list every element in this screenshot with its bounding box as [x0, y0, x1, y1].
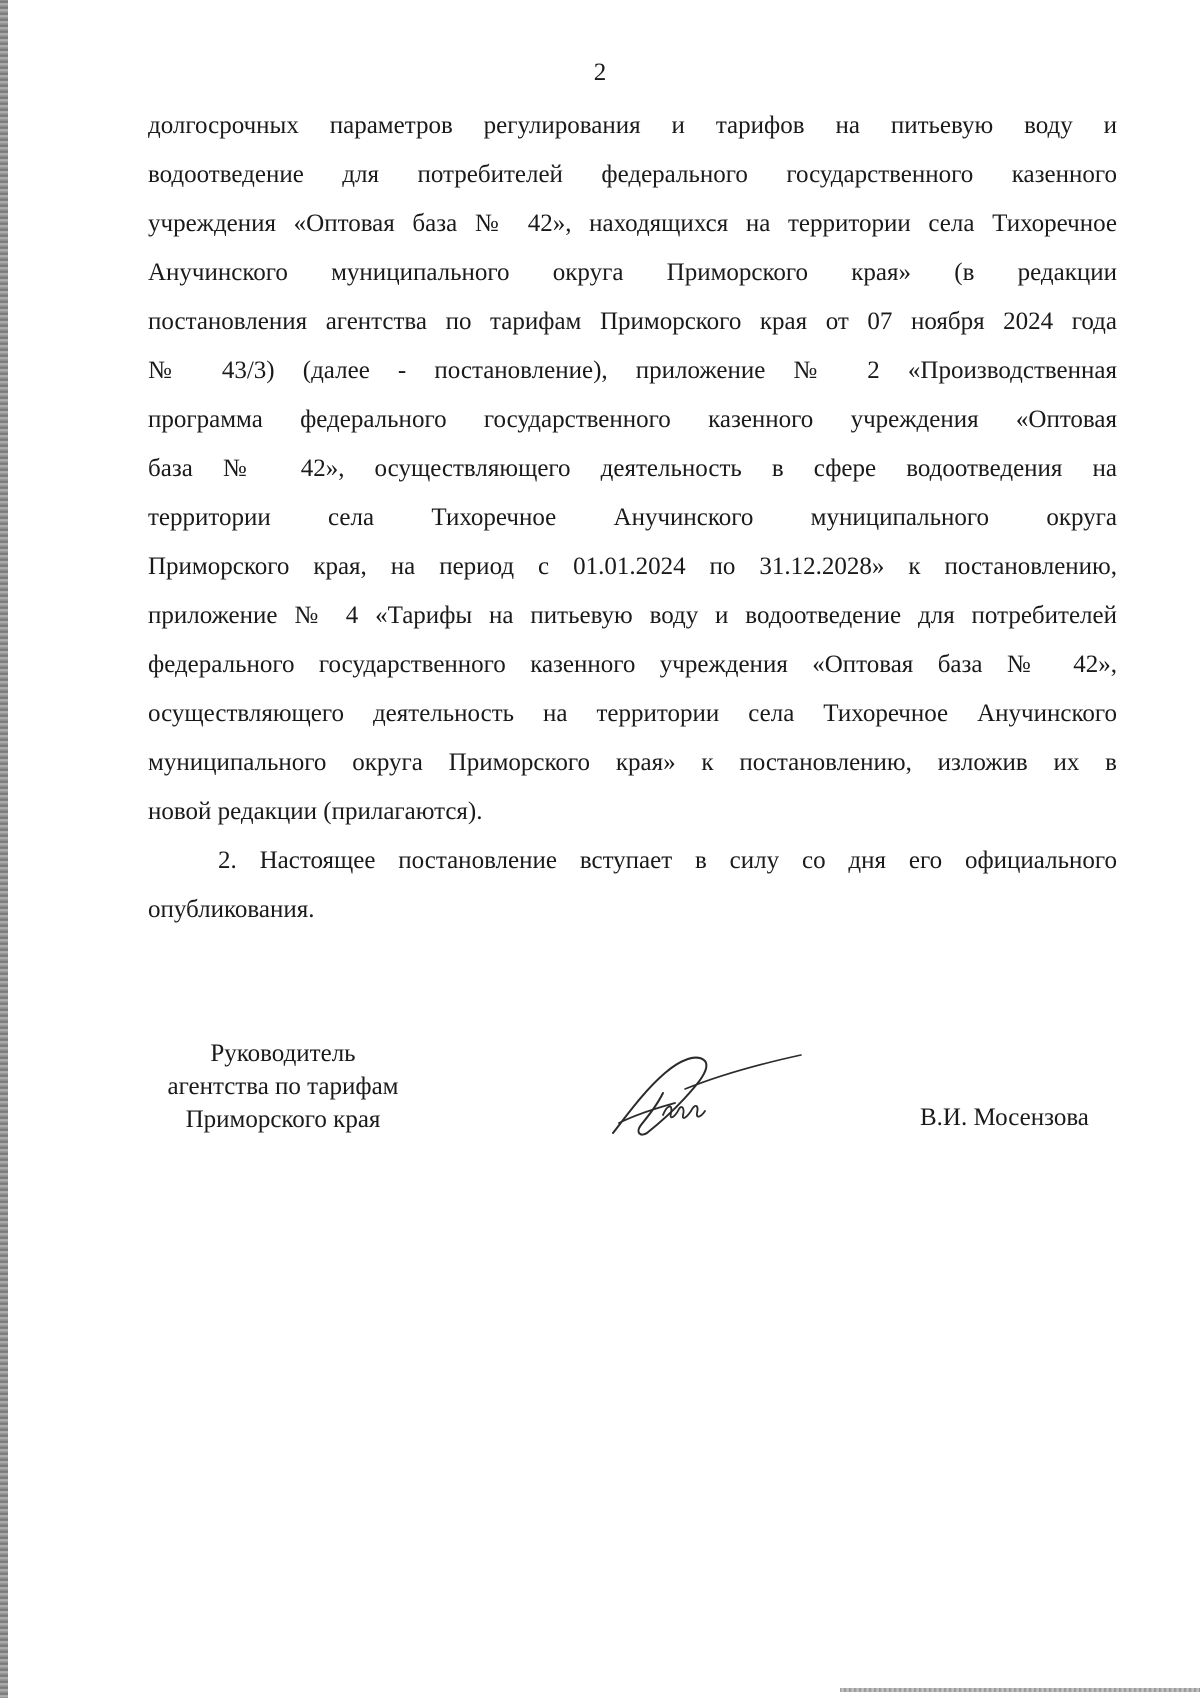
body-line: № 43/3) (далее - постановление), приложение № 2 «Производственная: [148, 357, 1117, 384]
body-line: муниципального округа Приморского края» к постановлению, изложив их в: [148, 749, 1117, 776]
clause-2-line: 2. Настоящее постановление вступает в силу со дня его официального: [218, 847, 1117, 874]
scan-edge-bottom: [840, 1688, 1200, 1692]
body-line: водоотведение для потребителей федерального государственного казенного: [148, 161, 1117, 188]
body-line: программа федерального государственного казенного учреждения «Оптовая: [148, 406, 1117, 433]
body-line: база № 42», осуществляющего деятельность в сфере водоотведения на: [148, 455, 1117, 482]
handwritten-signature: [605, 1045, 805, 1140]
body-line: учреждения «Оптовая база № 42», находящихся на территории села Тихоречное: [148, 210, 1117, 237]
signatory-name: В.И. Мосензова: [920, 1104, 1089, 1131]
signatory-position-line: Руководитель: [210, 1040, 356, 1067]
body-line: приложение № 4 «Тарифы на питьевую воду и водоотведение для потребителей: [148, 602, 1117, 629]
signatory-position: [148, 1037, 418, 1136]
document-body: [148, 101, 1117, 934]
page-number: 2: [593, 59, 607, 86]
body-line: постановления агентства по тарифам Приморского края от 07 ноября 2024 года: [148, 308, 1117, 335]
signatory-position-line: Приморского края: [185, 1106, 381, 1133]
body-line: Анучинского муниципального округа Приморского края» (в редакции: [148, 259, 1117, 286]
scan-edge-left: [0, 0, 8, 1698]
body-line: федерального государственного казенного учреждения «Оптовая база № 42»,: [148, 651, 1117, 678]
body-line: новой редакции (прилагаются).: [148, 798, 483, 825]
body-line: Приморского края, на период с 01.01.2024 по 31.12.2028» к постановлению,: [148, 553, 1117, 580]
signatory-position-line: агентства по тарифам: [167, 1073, 399, 1100]
body-line: осуществляющего деятельность на территории села Тихоречное Анучинского: [148, 700, 1117, 727]
body-line: долгосрочных параметров регулирования и тарифов на питьевую воду и: [148, 112, 1117, 139]
clause-2-line: опубликования.: [148, 896, 315, 923]
body-line: территории села Тихоречное Анучинского муниципального округа: [148, 504, 1117, 531]
